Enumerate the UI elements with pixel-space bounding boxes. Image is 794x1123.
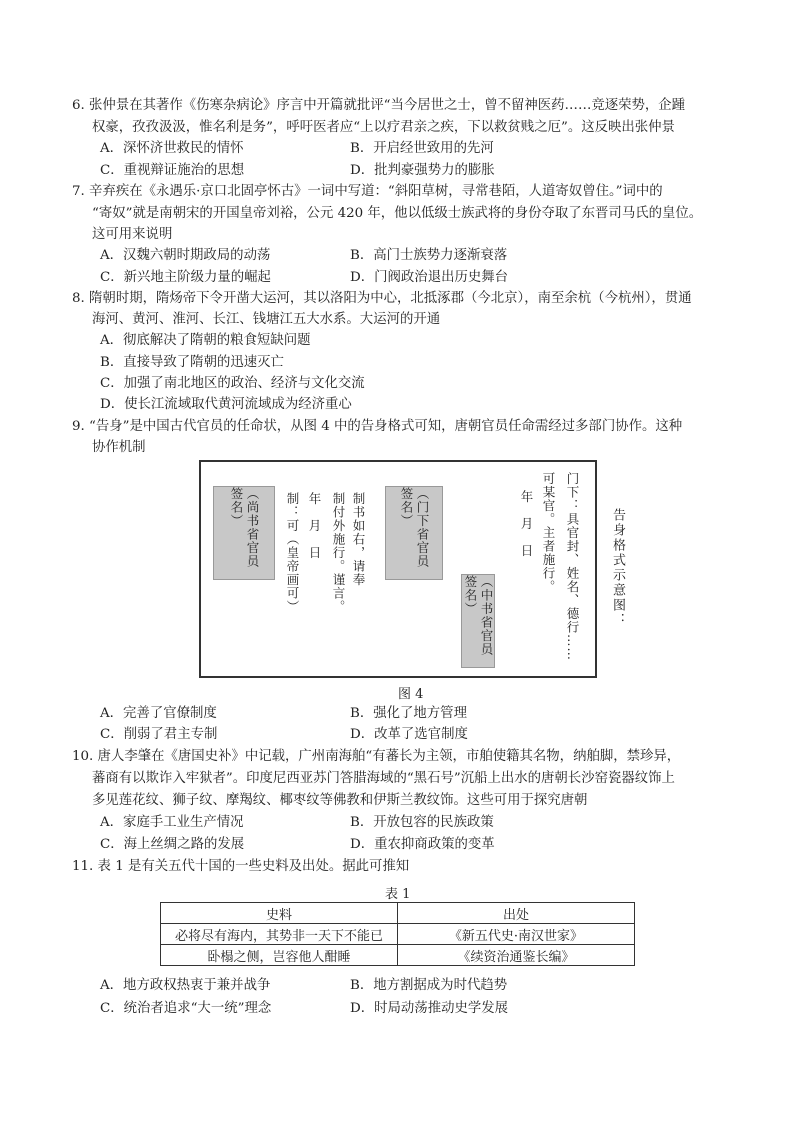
q11-option-c[interactable]: C．统治者追求“大一统”理念 bbox=[100, 1001, 272, 1016]
figure-caption: 图 4 bbox=[398, 687, 424, 702]
q6-option-b[interactable]: B．开启经世致用的先河 bbox=[350, 141, 494, 156]
fig-col-date1: 年 月 日 bbox=[519, 490, 534, 558]
q6-stem-line1: 6. 张仲景在其著作《伤寒杂病论》序言中开篇就批评“当今居世之士，曾不留神医药……竞逐荣势，企踵 bbox=[72, 98, 686, 113]
table-caption: 表 1 bbox=[385, 887, 411, 902]
q9-option-d[interactable]: D．改革了选官制度 bbox=[350, 727, 468, 742]
q11-option-b[interactable]: B．地方割据成为时代趋势 bbox=[350, 978, 508, 993]
q10-option-b[interactable]: B．开放包容的民族政策 bbox=[350, 815, 494, 830]
q7-stem-line1: 7. 辛弃疾在《永遇乐·京口北固亭怀古》一词中写道：“斜阳草树，寻常巷陌，人道寄奴曾住。”词中的 bbox=[72, 184, 663, 199]
table-header-row bbox=[161, 903, 635, 924]
q7-stem-line2: “寄奴”就是南朝宋的开国皇帝刘裕，公元 420 年，他以低级士族武将的身份夺取了东晋司马氏的皇位。 bbox=[92, 206, 703, 221]
q11-option-d[interactable]: D．时局动荡推动史学发展 bbox=[350, 1001, 509, 1016]
table-cell: 《新五代史·南汉世家》 bbox=[398, 924, 635, 945]
q8-stem-line1: 8. 隋朝时期，隋炀帝下令开凿大运河，其以洛阳为中心，北抵涿郡（今北京），南至余杭（今杭州），贯通 bbox=[72, 291, 692, 306]
q11-option-a[interactable]: A．地方政权热衷于兼并战争 bbox=[100, 978, 271, 993]
q6-stem-line2: 权豪，孜孜汲汲，惟名利是务”，呼吁医者应“上以疗君亲之疾，下以救贫贱之厄”。这反映出张仲景 bbox=[92, 120, 675, 135]
q10-stem-line1: 10. 唐人李肇在《唐国史补》中记载，广州南海舶“有蕃长为主领，市舶使籍其名物，纳舶脚，禁珍异， bbox=[72, 749, 681, 764]
q7-option-b[interactable]: B．高门士族势力逐渐衰落 bbox=[350, 248, 508, 263]
q8-stem-line2: 海河、黄河、淮河、长江、钱塘江五大水系。大运河的开通 bbox=[92, 312, 441, 327]
q6-option-d[interactable]: D．批判豪强势力的膨胀 bbox=[350, 163, 495, 178]
table-cell: 《续资治通鉴长编》 bbox=[398, 945, 635, 966]
q10-stem-line2: 蕃商有以欺诈入牢狱者”。印度尼西亚苏门答腊海域的“黑石号”沉船上出水的唐朝长沙窑瓷器纹饰上 bbox=[92, 771, 675, 786]
fig-col-zhishu: 制书如右，请奉 bbox=[351, 492, 366, 587]
q6-option-a[interactable]: A．深怀济世救民的情怀 bbox=[100, 141, 244, 156]
q9-stem-line1: 9. “告身”是中国古代官员的任命状，从图 4 中的告身格式可知，唐朝官员任命需经过多部门协作。这种 bbox=[72, 419, 683, 434]
q7-option-a[interactable]: A．汉魏六朝时期政局的动荡 bbox=[100, 248, 271, 263]
fig-col-zhifu: 制付外施行。谨言。 bbox=[331, 492, 346, 614]
q9-option-a[interactable]: A．完善了官僚制度 bbox=[100, 706, 217, 721]
q7-option-c[interactable]: C．新兴地主阶级力量的崛起 bbox=[100, 270, 271, 285]
q6-option-c[interactable]: C．重视辩证施治的思想 bbox=[100, 163, 245, 178]
table-header-cell: 史料 bbox=[161, 903, 398, 924]
q9-option-c[interactable]: C．削弱了君主专制 bbox=[100, 727, 218, 742]
sources-table bbox=[160, 902, 635, 966]
q8-option-a[interactable]: A．彻底解决了隋朝的粮食短缺问题 bbox=[100, 333, 311, 348]
q8-option-b[interactable]: B．直接导致了隋朝的迅速灭亡 bbox=[100, 355, 284, 370]
fig-col-date2: 年 月 日 bbox=[307, 492, 322, 560]
q10-option-d[interactable]: D．重农抑商政策的变革 bbox=[350, 837, 495, 852]
q7-stem-line3: 这可用来说明 bbox=[92, 227, 173, 242]
q9-option-b[interactable]: B．强化了地方管理 bbox=[350, 706, 467, 721]
fig-side-label: 告身格式示意图： bbox=[610, 508, 625, 628]
fig-box-shangshu: （尚书省官员签名） bbox=[213, 486, 275, 580]
fig-col-kemou: 可某官。主者施行。 bbox=[541, 472, 556, 594]
fig-col-zhi: 制：可（皇帝画可） bbox=[285, 492, 300, 614]
q8-option-c[interactable]: C．加强了南北地区的政治、经济与文化交流 bbox=[100, 376, 365, 391]
table-row bbox=[161, 924, 635, 945]
q10-stem-line3: 多见莲花纹、狮子纹、摩羯纹、椰枣纹等佛教和伊斯兰教纹饰。这些可用于探究唐朝 bbox=[92, 793, 588, 808]
table-row bbox=[161, 945, 635, 966]
q10-option-c[interactable]: C．海上丝绸之路的发展 bbox=[100, 837, 245, 852]
fig-box-menxia: （门下省官员签名） bbox=[385, 486, 443, 580]
table-header-cell: 出处 bbox=[398, 903, 635, 924]
table-cell: 卧榻之侧，岂容他人酣睡 bbox=[161, 945, 398, 966]
fig-col-menxia: 门下：具官封、姓名、德行…… bbox=[565, 472, 580, 661]
gaoshen-format-figure bbox=[199, 460, 597, 678]
fig-box-zhongshu: （中书省官员签名） bbox=[461, 574, 495, 668]
q9-stem-line2: 协作机制 bbox=[92, 440, 146, 455]
q11-stem-line1: 11. 表 1 是有关五代十国的一些史料及出处。据此可推知 bbox=[72, 859, 410, 874]
q10-option-a[interactable]: A．家庭手工业生产情况 bbox=[100, 815, 244, 830]
table-cell: 必将尽有海内，其势非一天下不能已 bbox=[161, 924, 398, 945]
q8-option-d[interactable]: D．使长江流域取代黄河流域成为经济重心 bbox=[100, 397, 352, 412]
q7-option-d[interactable]: D．门阀政治退出历史舞台 bbox=[350, 270, 509, 285]
